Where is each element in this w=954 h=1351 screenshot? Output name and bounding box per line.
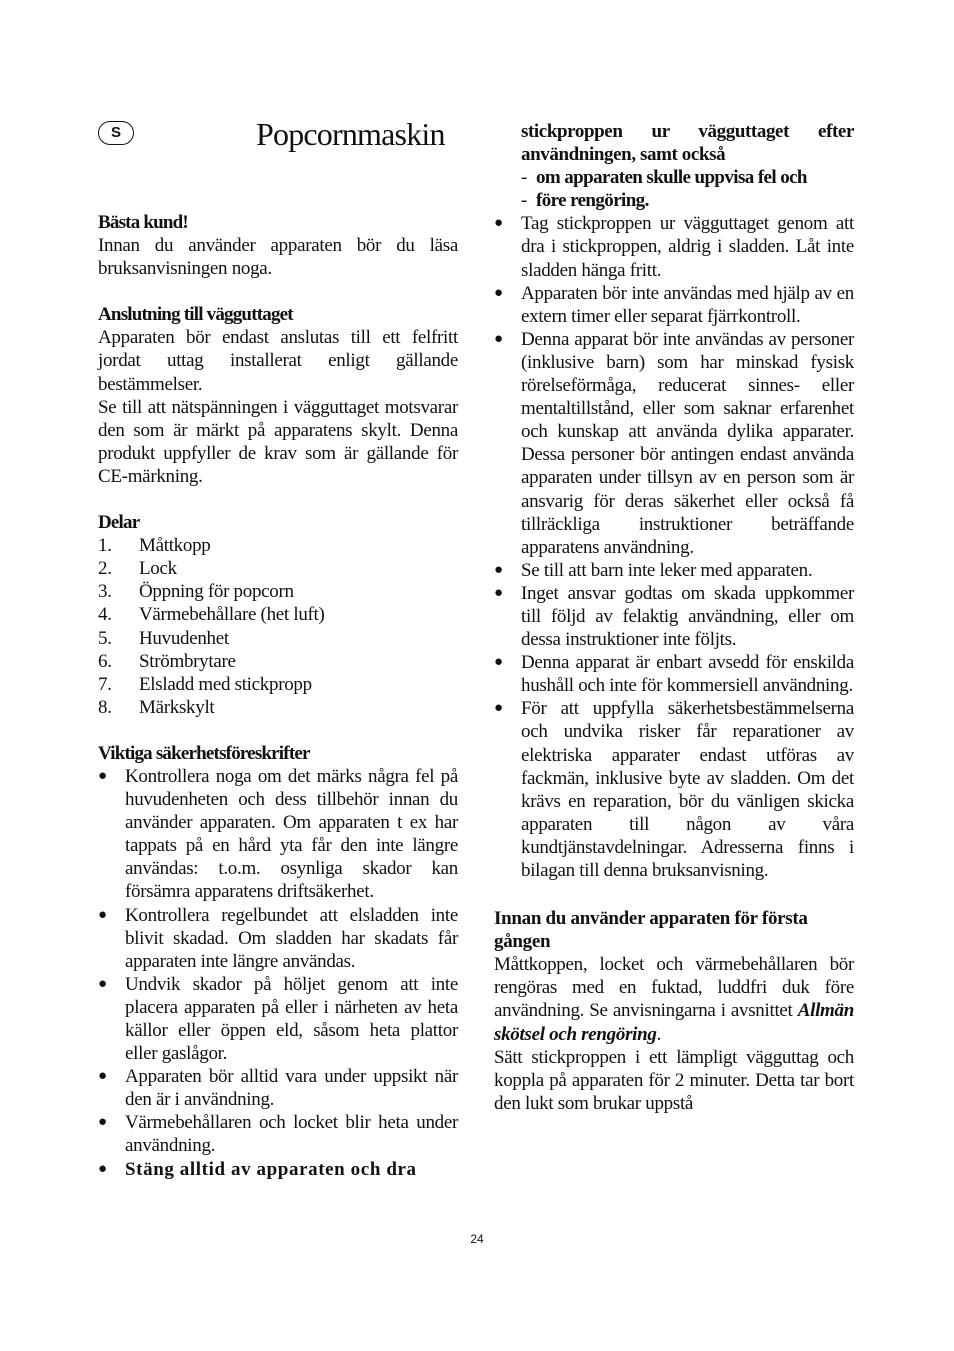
greeting-text: Innan du använder apparaten bör du läsa bruksanvisningen noga. <box>98 235 458 280</box>
list-item: ● Inget ansvar godtas om skada uppkommer till följd av felaktig användning, eller om dessa instruktioner inte följts. <box>494 582 854 651</box>
bullet-icon: ● <box>98 1114 108 1131</box>
safety-list-left <box>98 765 458 1181</box>
bullet-icon: ● <box>494 584 504 601</box>
bullet-icon: ● <box>98 975 108 992</box>
list-item: ● Se till att barn inte leker med apparaten. <box>494 559 813 581</box>
list-item: ● Apparaten bör alltid vara under uppsikt när den är i användning. <box>98 1066 458 1111</box>
list-item: ● Denna apparat är enbart avsedd för enskilda hushåll och inte för kommersiell användning. <box>494 652 854 697</box>
list-item: 1. Måttkopp <box>98 535 211 557</box>
safety-heading: Viktiga säkerhetsföreskrifter <box>98 742 310 764</box>
unplug-continued: stickproppen ur vägguttaget efter användningen, samt också <box>521 121 854 166</box>
connection-paragraph-2: Se till att nätspänningen i vägguttaget motsvarar den som är märkt på apparatens skylt. Denna produkt uppfyller de krav som är gällande för CE-märkning. <box>98 396 458 487</box>
language-badge: S <box>98 121 134 145</box>
list-item: 8. Märkskylt <box>98 696 215 718</box>
bullet-icon: ● <box>98 767 108 784</box>
list-item: 5. Huvudenhet <box>98 627 229 649</box>
list-item: ● Kontrollera noga om det märks några fel på huvudenheten och dess tillbehör innan du använder apparaten. Om apparaten t ex har tappats på en hård yta får den inte längre användas: t.o.m. osynliga skador kan försämra apparatens driftsäkerhet. <box>98 765 458 903</box>
list-item: ● Kontrollera regelbundet att elsladden inte blivit skadad. Om sladden har skadats får apparaten inte längre användas. <box>98 904 458 972</box>
bullet-icon: ● <box>98 906 108 923</box>
page-number: 24 <box>470 1232 484 1246</box>
list-item: 3. Öppning för popcorn <box>98 581 294 603</box>
list-item: 2. Lock <box>98 558 177 580</box>
first-use-paragraph-2: Sätt stickproppen i ett lämpligt vägguttag och koppla på apparaten för 2 minuter. Detta tar bort den lukt som brukar uppstå <box>494 1046 854 1114</box>
greeting-heading: Bästa kund! <box>98 212 188 233</box>
list-item: ● Apparaten bör inte användas med hjälp av en extern timer eller separat fjärrkontroll. <box>494 282 854 327</box>
first-use-heading: Innan du använder apparaten för första gången <box>494 908 808 953</box>
list-item: 7. Elsladd med stickpropp <box>98 673 312 695</box>
left-column <box>98 211 458 1181</box>
bullet-icon: ● <box>98 1068 108 1085</box>
bullet-icon: ● <box>494 654 504 671</box>
section-reference: Allmän skötsel och rengöring <box>494 1000 854 1045</box>
list-item: ● Värmebehållaren och locket blir heta under användning. <box>98 1112 458 1157</box>
bullet-icon: ● <box>494 700 504 717</box>
parts-list <box>98 534 458 719</box>
page-title: Popcornmaskin <box>256 116 445 152</box>
list-item: 6. Strömbrytare <box>98 650 236 672</box>
parts-heading: Delar <box>98 512 140 534</box>
list-item: 4. Värmebehållare (het luft) <box>98 604 325 626</box>
bullet-icon: ● <box>494 561 504 578</box>
bullet-icon: ● <box>98 1160 108 1177</box>
list-item: ● Undvik skador på höljet genom att inte placera apparaten på eller i närheten av heta källor eller öppen eld, såsom heta plattor eller gaslågor. <box>98 973 458 1065</box>
safety-list-right <box>494 212 854 882</box>
list-item: ● Tag stickproppen ur vägguttaget genom att dra i stickproppen, aldrig i sladden. Låt inte sladden hänga fritt. <box>494 213 854 281</box>
list-item: - före rengöring. <box>521 190 649 212</box>
list-item: ● För att uppfylla säkerhetsbestämmelserna och undvika risker får reparationer av elektriska apparater endast utföras av fackmän, inklusive byte av sladden. Om det krävs en reparation, bör du vänligen skicka apparaten till någon av våra kundtjänstavdelningar. Adresserna finns i bilagan till denna bruksanvisning. <box>494 698 854 881</box>
first-use-paragraph-1: Måttkoppen, locket och värmebehållaren bör rengöras med en fuktad, luddfri duk före användning. Se anvisningarna i avsnittet Allmän skötsel och rengöring. <box>494 954 854 1045</box>
right-column <box>494 120 854 1115</box>
list-item: - om apparaten skulle uppvisa fel och <box>521 167 807 189</box>
bullet-icon: ● <box>494 215 504 232</box>
bullet-icon: ● <box>494 284 504 301</box>
list-item: ● Stäng alltid av apparaten och dra <box>98 1158 417 1180</box>
list-item: ● Denna apparat bör inte användas av personer (inklusive barn) som har minskad fysisk rörelseförmåga, reducerat sinnes- eller mentaltillstånd, eller som saknar erfarenhet och kunskap att använda dylika apparater. Dessa personer bör antingen endast använda apparaten under tillsyn av en person som är ansvarig för deras säkerhet eller också få tillräckliga instruktioner beträffande apparatens användning. <box>494 328 854 558</box>
bullet-icon: ● <box>494 330 504 347</box>
connection-paragraph-1: Apparaten bör endast anslutas till ett felfritt jordat uttag installerat enligt gällande bestämmelser. <box>98 327 458 395</box>
connection-heading: Anslutning till vägguttaget <box>98 304 293 326</box>
